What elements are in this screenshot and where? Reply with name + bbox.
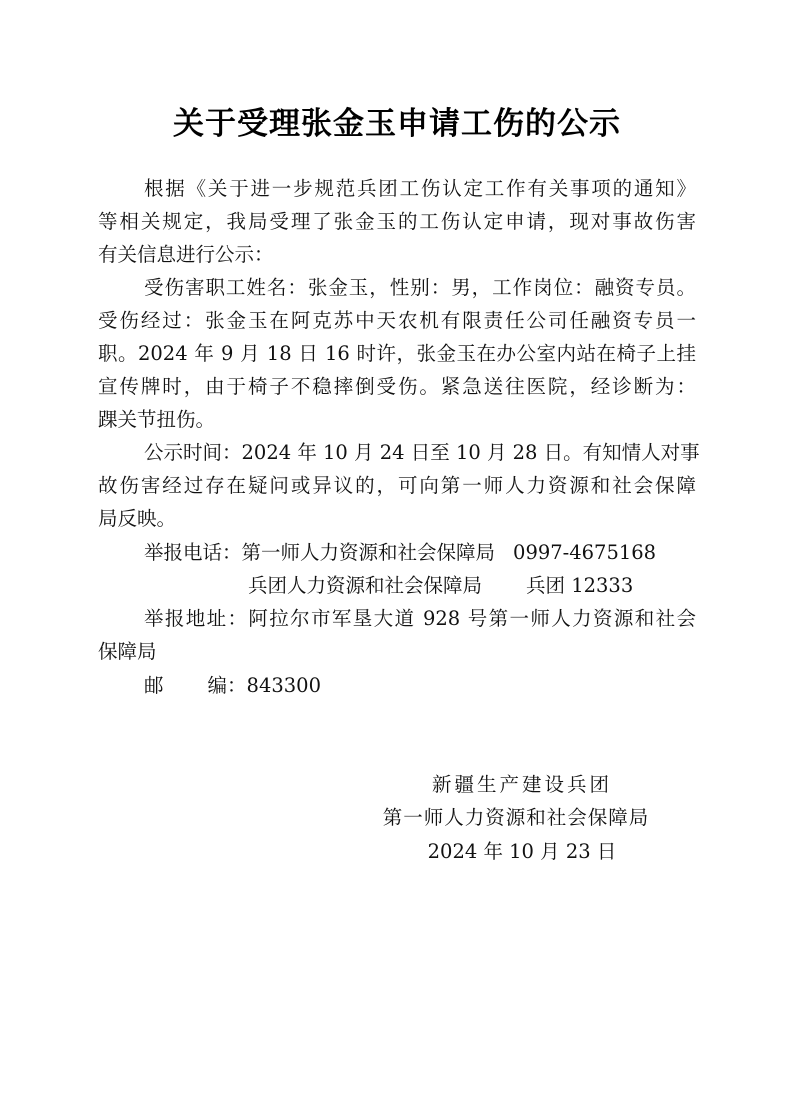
report-phone-line-2 xyxy=(248,569,708,602)
postal-label-a: 邮 xyxy=(144,674,164,697)
postal-code-line xyxy=(144,669,444,702)
signature-org-1: 新疆生产建设兵团 xyxy=(431,773,612,796)
injured-line-3: 职。2024 年 9 月 18 日 16 时许，张金玉在办公室内站在椅子上挂 xyxy=(98,342,696,365)
intro-line-3: 有关信息进行公示： xyxy=(98,243,274,266)
injured-line-2: 受伤经过：张金玉在阿克苏中天农机有限责任公司任融资专员一 xyxy=(98,309,696,332)
report-address-line-2: 保障局 xyxy=(98,640,157,663)
injured-line-4: 宣传牌时，由于椅子不稳摔倒受伤。紧急送往医院，经诊断为： xyxy=(98,375,696,398)
report-phone-label: 举报电话： xyxy=(144,541,242,564)
signature-date: 2024 年 10 月 23 日 xyxy=(427,840,617,863)
report-phone-number-2: 兵团 12333 xyxy=(526,574,634,597)
intro-line-1: 根据《关于进一步规范兵团工伤认定工作有关事项的通知》 xyxy=(144,177,696,200)
injured-line-1: 受伤害职工姓名：张金玉，性别：男，工作岗位：融资专员。 xyxy=(144,276,696,299)
document-title: 关于受理张金玉申请工伤的公示 xyxy=(173,106,621,142)
notice-line-1: 公示时间：2024 年 10 月 24 日至 10 月 28 日。有知情人对事 xyxy=(144,441,700,464)
report-phone-org-1: 第一师人力资源和社会保障局 xyxy=(241,541,496,564)
report-address-line-1: 举报地址：阿拉尔市军垦大道 928 号第一师人力资源和社会 xyxy=(144,607,696,630)
intro-line-2: 等相关规定，我局受理了张金玉的工伤认定申请，现对事故伤害 xyxy=(98,210,696,233)
report-phone-number-1: 0997-4675168 xyxy=(513,541,657,564)
report-phone-org-2: 兵团人力资源和社会保障局 xyxy=(248,574,483,597)
notice-line-3: 局反映。 xyxy=(98,507,177,530)
signature-org-2: 第一师人力资源和社会保障局 xyxy=(382,806,650,829)
report-phone-line-1 xyxy=(144,536,704,569)
postal-label-b: 编： xyxy=(207,674,247,697)
postal-code-value: 843300 xyxy=(246,674,321,697)
injured-line-5: 踝关节扭伤。 xyxy=(98,408,216,431)
notice-line-2: 故伤害经过存在疑问或异议的，可向第一师人力资源和社会保障 xyxy=(98,474,696,497)
